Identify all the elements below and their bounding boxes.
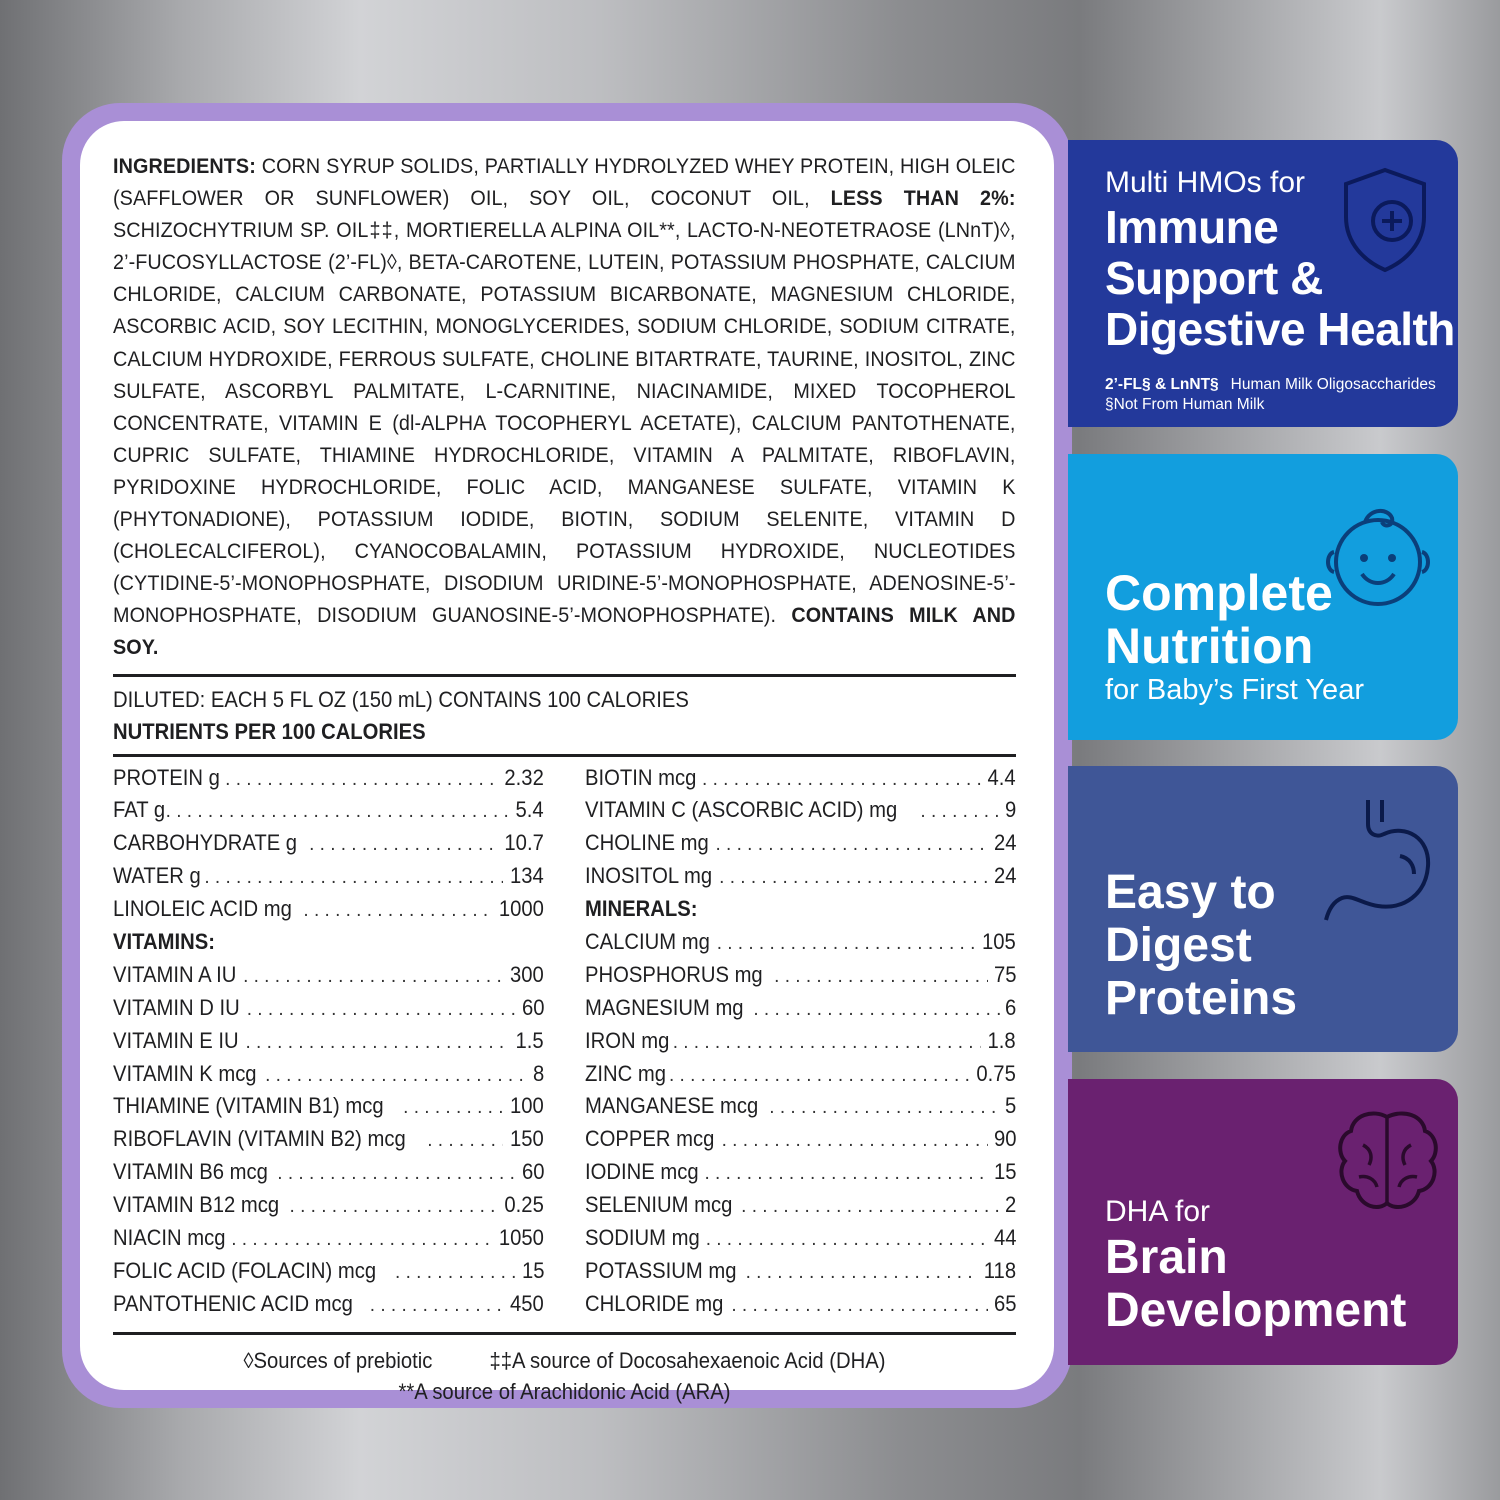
nutrient-row: [585, 1258, 1016, 1291]
nutrient-row: [113, 1126, 544, 1159]
easy-digest-panel: [1068, 766, 1458, 1052]
panel-title-line: Proteins: [1105, 972, 1298, 1025]
nutrient-value: 0.75: [976, 1060, 1016, 1086]
panel-title-line: Complete: [1105, 565, 1333, 621]
nutrient-value: 15: [521, 1257, 544, 1283]
leader-dots: [715, 834, 987, 856]
nutrient-name: BIOTIN mcg: [585, 764, 697, 790]
leader-dots: [166, 801, 510, 823]
leader-dots: [717, 933, 976, 955]
nutrient-value: 2.32: [504, 764, 544, 790]
leader-dots: [769, 1097, 999, 1119]
leader-dots: [204, 867, 503, 889]
nutrient-row: [113, 995, 544, 1028]
nutrient-name: VITAMIN C (ASCORBIC ACID) mg: [585, 797, 898, 823]
nutrient-name: CHOLINE mg: [585, 830, 709, 856]
panel-title-line: Development: [1105, 1284, 1407, 1337]
nutrient-column-left: [113, 765, 544, 1324]
nutrient-section-header: [113, 929, 544, 962]
footnote-dha: ‡‡A source of Docosahexaenoic Acid (DHA): [489, 1347, 886, 1373]
leader-dots: [673, 1032, 982, 1054]
panel-title: [1105, 866, 1297, 1025]
complete-nutrition-panel: [1068, 454, 1458, 740]
nutrient-row: [113, 863, 544, 896]
nutrient-name: FAT g: [113, 797, 166, 823]
nutrients-header: NUTRIENTS PER 100 CALORIES: [113, 718, 426, 744]
leader-dots: [427, 1130, 503, 1152]
nutrient-value: 4.4: [987, 764, 1016, 790]
hmo-description: Human Milk Oligosaccharides: [1230, 376, 1436, 393]
nutrient-value: 5.4: [515, 797, 544, 823]
baby-face-icon: [1320, 500, 1440, 612]
leader-dots: [231, 1229, 491, 1251]
brain-development-panel: [1068, 1079, 1458, 1365]
diluted-line: DILUTED: EACH 5 FL OZ (150 mL) CONTAINS 100 CALORIES: [113, 686, 689, 712]
nutrient-row: [585, 1291, 1016, 1324]
hmo-names: 2’-FL§ & LnNT§: [1105, 376, 1219, 393]
hmo-footnote: §Not From Human Milk: [1105, 396, 1265, 413]
leader-dots: [395, 1262, 515, 1284]
leader-dots: [247, 999, 516, 1021]
shield-plus-icon: [1340, 165, 1430, 275]
leader-dots: [706, 1229, 988, 1251]
nutrient-name: RIBOFLAVIN (VITAMIN B2) mcg: [113, 1126, 406, 1152]
leader-dots: [243, 966, 503, 988]
leader-dots: [265, 1065, 528, 1087]
footnote-prebiotic: ◊Sources of prebiotic: [243, 1347, 433, 1373]
nutrient-name: CARBOHYDRATE g: [113, 830, 298, 856]
nutrient-row: [113, 1159, 544, 1192]
nutrient-row: [585, 995, 1016, 1028]
panel-title: [1105, 567, 1333, 673]
nutrient-row: [585, 962, 1016, 995]
footnotes: [149, 1345, 980, 1407]
nutrient-row: [585, 863, 1016, 896]
panel-pretitle: DHA for: [1105, 1195, 1211, 1228]
nutrient-name: FOLIC ACID (FOLACIN) mcg: [113, 1257, 377, 1283]
leader-dots: [741, 1196, 1000, 1218]
nutrient-table: [113, 765, 1016, 1324]
nutrient-value: 9: [1004, 797, 1016, 823]
hmo-note: [1105, 376, 1436, 394]
nutrient-name: IRON mg: [585, 1027, 670, 1053]
nutrient-value: 1.5: [515, 1027, 544, 1053]
nutrient-row: [113, 962, 544, 995]
nutrient-name: PHOSPHORUS mg: [585, 961, 763, 987]
nutrient-value: 60: [521, 1159, 544, 1185]
panel-title-line: Easy to: [1105, 866, 1276, 919]
leader-dots: [731, 1295, 987, 1317]
nutrient-name: WATER g: [113, 863, 201, 889]
nutrient-value: 75: [993, 961, 1016, 987]
nutrient-row: [585, 1126, 1016, 1159]
nutrient-value: 450: [510, 1290, 544, 1316]
nutrient-row: [113, 765, 544, 798]
panel-title-line: Digestive Health: [1105, 303, 1455, 355]
nutrient-row: [113, 1291, 544, 1324]
nutrient-name: MAGNESIUM mg: [585, 994, 744, 1020]
nutrient-name: INOSITOL mg: [585, 863, 713, 889]
nutrient-value: 44: [993, 1224, 1016, 1250]
nutrient-row: [585, 765, 1016, 798]
nutrient-value: 65: [993, 1290, 1016, 1316]
nutrient-name: SELENIUM mcg: [585, 1192, 733, 1218]
nutrient-value: 5: [1004, 1093, 1016, 1119]
panel-title-line: Digest: [1105, 919, 1252, 972]
nutrient-name: SODIUM mg: [585, 1224, 700, 1250]
leader-dots: [225, 769, 497, 791]
brain-icon: [1333, 1105, 1443, 1225]
stomach-icon: [1318, 794, 1438, 924]
leader-dots: [290, 1196, 498, 1218]
nutrient-value: 8: [532, 1060, 544, 1086]
panel-title-line: Support &: [1105, 252, 1323, 304]
nutrient-value: 90: [993, 1126, 1016, 1152]
contains-statement: CONTAINS MILK AND SOY.: [113, 603, 1016, 660]
nutrient-row: [113, 1192, 544, 1225]
panel-title: [1105, 1231, 1406, 1337]
nutrient-name: LINOLEIC ACID mg: [113, 896, 292, 922]
panel-subtitle: for Baby’s First Year: [1105, 674, 1364, 706]
ingredients-text-1: CORN SYRUP SOLIDS, PARTIALLY HYDROLYZED WHEY PROTEIN, HIGH OLEIC (SAFFLOWER OR SUNFLOWER) OIL, SOY OIL, COCONUT OIL,: [113, 154, 1016, 211]
nutrient-value: 118: [983, 1257, 1016, 1283]
leader-dots: [722, 1130, 988, 1152]
leader-dots: [403, 1097, 503, 1119]
label-content: [113, 150, 1016, 1407]
nutrient-value: 10.7: [504, 830, 544, 856]
nutrient-name: CHLORIDE mg: [585, 1290, 724, 1316]
leader-dots: [370, 1295, 504, 1317]
nutrient-row: [585, 1225, 1016, 1258]
nutrient-value: 1.8: [987, 1027, 1016, 1053]
nutrient-name: VITAMIN B6 mcg: [113, 1159, 268, 1185]
nutrient-value: 24: [993, 830, 1016, 856]
nutrient-row: [585, 1159, 1016, 1192]
nutrient-row: [113, 1061, 544, 1094]
leader-dots: [277, 1163, 515, 1185]
nutrient-row: [113, 1225, 544, 1258]
nutrient-value: 300: [510, 961, 544, 987]
immune-support-panel: [1068, 140, 1458, 427]
nutrient-value: 1050: [498, 1224, 544, 1250]
nutrient-row: [113, 1028, 544, 1061]
less-than-label: LESS THAN 2%:: [830, 186, 1016, 211]
ingredients-title: INGREDIENTS:: [113, 154, 256, 178]
ingredients-text-2: SCHIZOCHYTRIUM SP. OIL‡‡, MORTIERELLA ALPINA OIL**, LACTO-N-NEOTETRAOSE (LNnT)◊, 2’-FUCOSYLLACTOSE (2’-FL)◊, BETA-CAROTENE, LUTEIN, POTASSIUM PHOSPHATE, CALCIUM CHLORIDE, CALCIUM CARBONATE, POTASSIUM BICARBONATE, MAGNESIUM CHLORIDE, ASCORBIC ACID, SOY LECITHIN, MONOGLYCERIDES, SODIUM CHLORIDE, SODIUM CITRATE, CALCIUM HYDROXIDE, FERROUS SULFATE, CHOLINE BITARTRATE, TAURINE, INOSITOL, ZINC SULFATE, ASCORBYL PALMITATE, L-CARNITINE, NIACINAMIDE, MIXED TOCOPHEROL CONCENTRATE, VITAMIN E (dl-ALPHA TOCOPHERYL ACETATE), CALCIUM PANTOTHENATE, CUPRIC SULFATE, THIAMINE HYDROCHLORIDE, VITAMIN A PALMITATE, RIBOFLAVIN, PYRIDOXINE HYDROCHLORIDE, FOLIC ACID, MANGANESE SULFATE, VITAMIN K (PHYTONADIONE), POTASSIUM IODIDE, BIOTIN, SODIUM SELENITE, VITAMIN D (CHOLECALCIFEROL), CYANOCOBALAMIN, POTASSIUM HYDROXIDE, NUCLEOTIDES (CYTIDINE-5’-MONOPHOSPHATE, DISODIUM URIDINE-5’-MONOPHOSPHATE, ADENOSINE-5’-MONOPHOSPHATE, DISODIUM GUANOSINE-5’-MONOPHOSPHATE).: [113, 218, 1016, 628]
nutrient-name: THIAMINE (VITAMIN B1) mcg: [113, 1093, 384, 1119]
nutrient-name: CALCIUM mg: [585, 928, 710, 954]
nutrient-value: 15: [993, 1159, 1016, 1185]
ingredients-paragraph: [113, 150, 1016, 664]
nutrient-row: [113, 1093, 544, 1126]
nutrient-value: 6: [1004, 994, 1016, 1020]
nutrient-row: [585, 830, 1016, 863]
nutrient-row: [585, 797, 1016, 830]
nutrient-row: [585, 1093, 1016, 1126]
nutrient-row: [585, 929, 1016, 962]
nutrient-value: 1000: [498, 896, 544, 922]
nutrient-column-right: [585, 765, 1016, 1324]
footnote-ara: **A source of Arachidonic Acid (ARA): [398, 1378, 731, 1404]
nutrient-name: MINERALS:: [585, 896, 698, 922]
nutrient-name: POTASSIUM mg: [585, 1257, 737, 1283]
leader-dots: [702, 769, 981, 791]
nutrient-value: 0.25: [504, 1192, 544, 1218]
nutrient-name: MANGANESE mcg: [585, 1093, 759, 1119]
nutrient-name: NIACIN mcg: [113, 1224, 226, 1250]
nutrient-row: [113, 830, 544, 863]
nutrient-value: 105: [982, 928, 1016, 954]
leader-dots: [246, 1032, 510, 1054]
leader-dots: [303, 900, 491, 922]
leader-dots: [719, 867, 987, 889]
leader-dots: [704, 1163, 987, 1185]
nutrient-row: [113, 797, 544, 830]
nutrient-name: IODINE mcg: [585, 1159, 699, 1185]
leader-dots: [309, 834, 497, 856]
leader-dots: [746, 1262, 977, 1284]
leader-dots: [920, 801, 999, 823]
nutrient-name: PROTEIN g: [113, 764, 220, 790]
nutrient-section-header: [585, 896, 1016, 929]
nutrient-name: COPPER mcg: [585, 1126, 715, 1152]
nutrient-value: 134: [510, 863, 544, 889]
panel-title-line: Brain: [1105, 1231, 1228, 1284]
nutrient-row: [113, 1258, 544, 1291]
nutrient-value: 24: [993, 863, 1016, 889]
panel-pretitle: Multi HMOs for: [1105, 166, 1306, 199]
nutrient-name: VITAMIN K mcg: [113, 1060, 257, 1086]
nutrient-name: PANTOTHENIC ACID mcg: [113, 1290, 353, 1316]
nutrient-name: VITAMIN A IU: [113, 961, 237, 987]
nutrient-row: [585, 1028, 1016, 1061]
nutrient-name: VITAMIN D IU: [113, 994, 240, 1020]
nutrient-value: 60: [521, 994, 544, 1020]
panel-title-line: Immune: [1105, 201, 1279, 253]
panel-title-line: Nutrition: [1105, 618, 1314, 674]
nutrient-row: [585, 1192, 1016, 1225]
leader-dots: [669, 1065, 969, 1087]
nutrient-value: 100: [510, 1093, 544, 1119]
nutrient-name: ZINC mg: [585, 1060, 666, 1086]
leader-dots: [753, 999, 999, 1021]
nutrient-row: [113, 896, 544, 929]
nutrient-value: 150: [510, 1126, 544, 1152]
nutrient-name: VITAMIN E IU: [113, 1027, 239, 1053]
nutrient-name: VITAMINS:: [113, 928, 215, 954]
nutrient-name: VITAMIN B12 mcg: [113, 1192, 280, 1218]
nutrient-value: 2: [1004, 1192, 1016, 1218]
leader-dots: [774, 966, 987, 988]
nutrient-row: [585, 1061, 1016, 1094]
